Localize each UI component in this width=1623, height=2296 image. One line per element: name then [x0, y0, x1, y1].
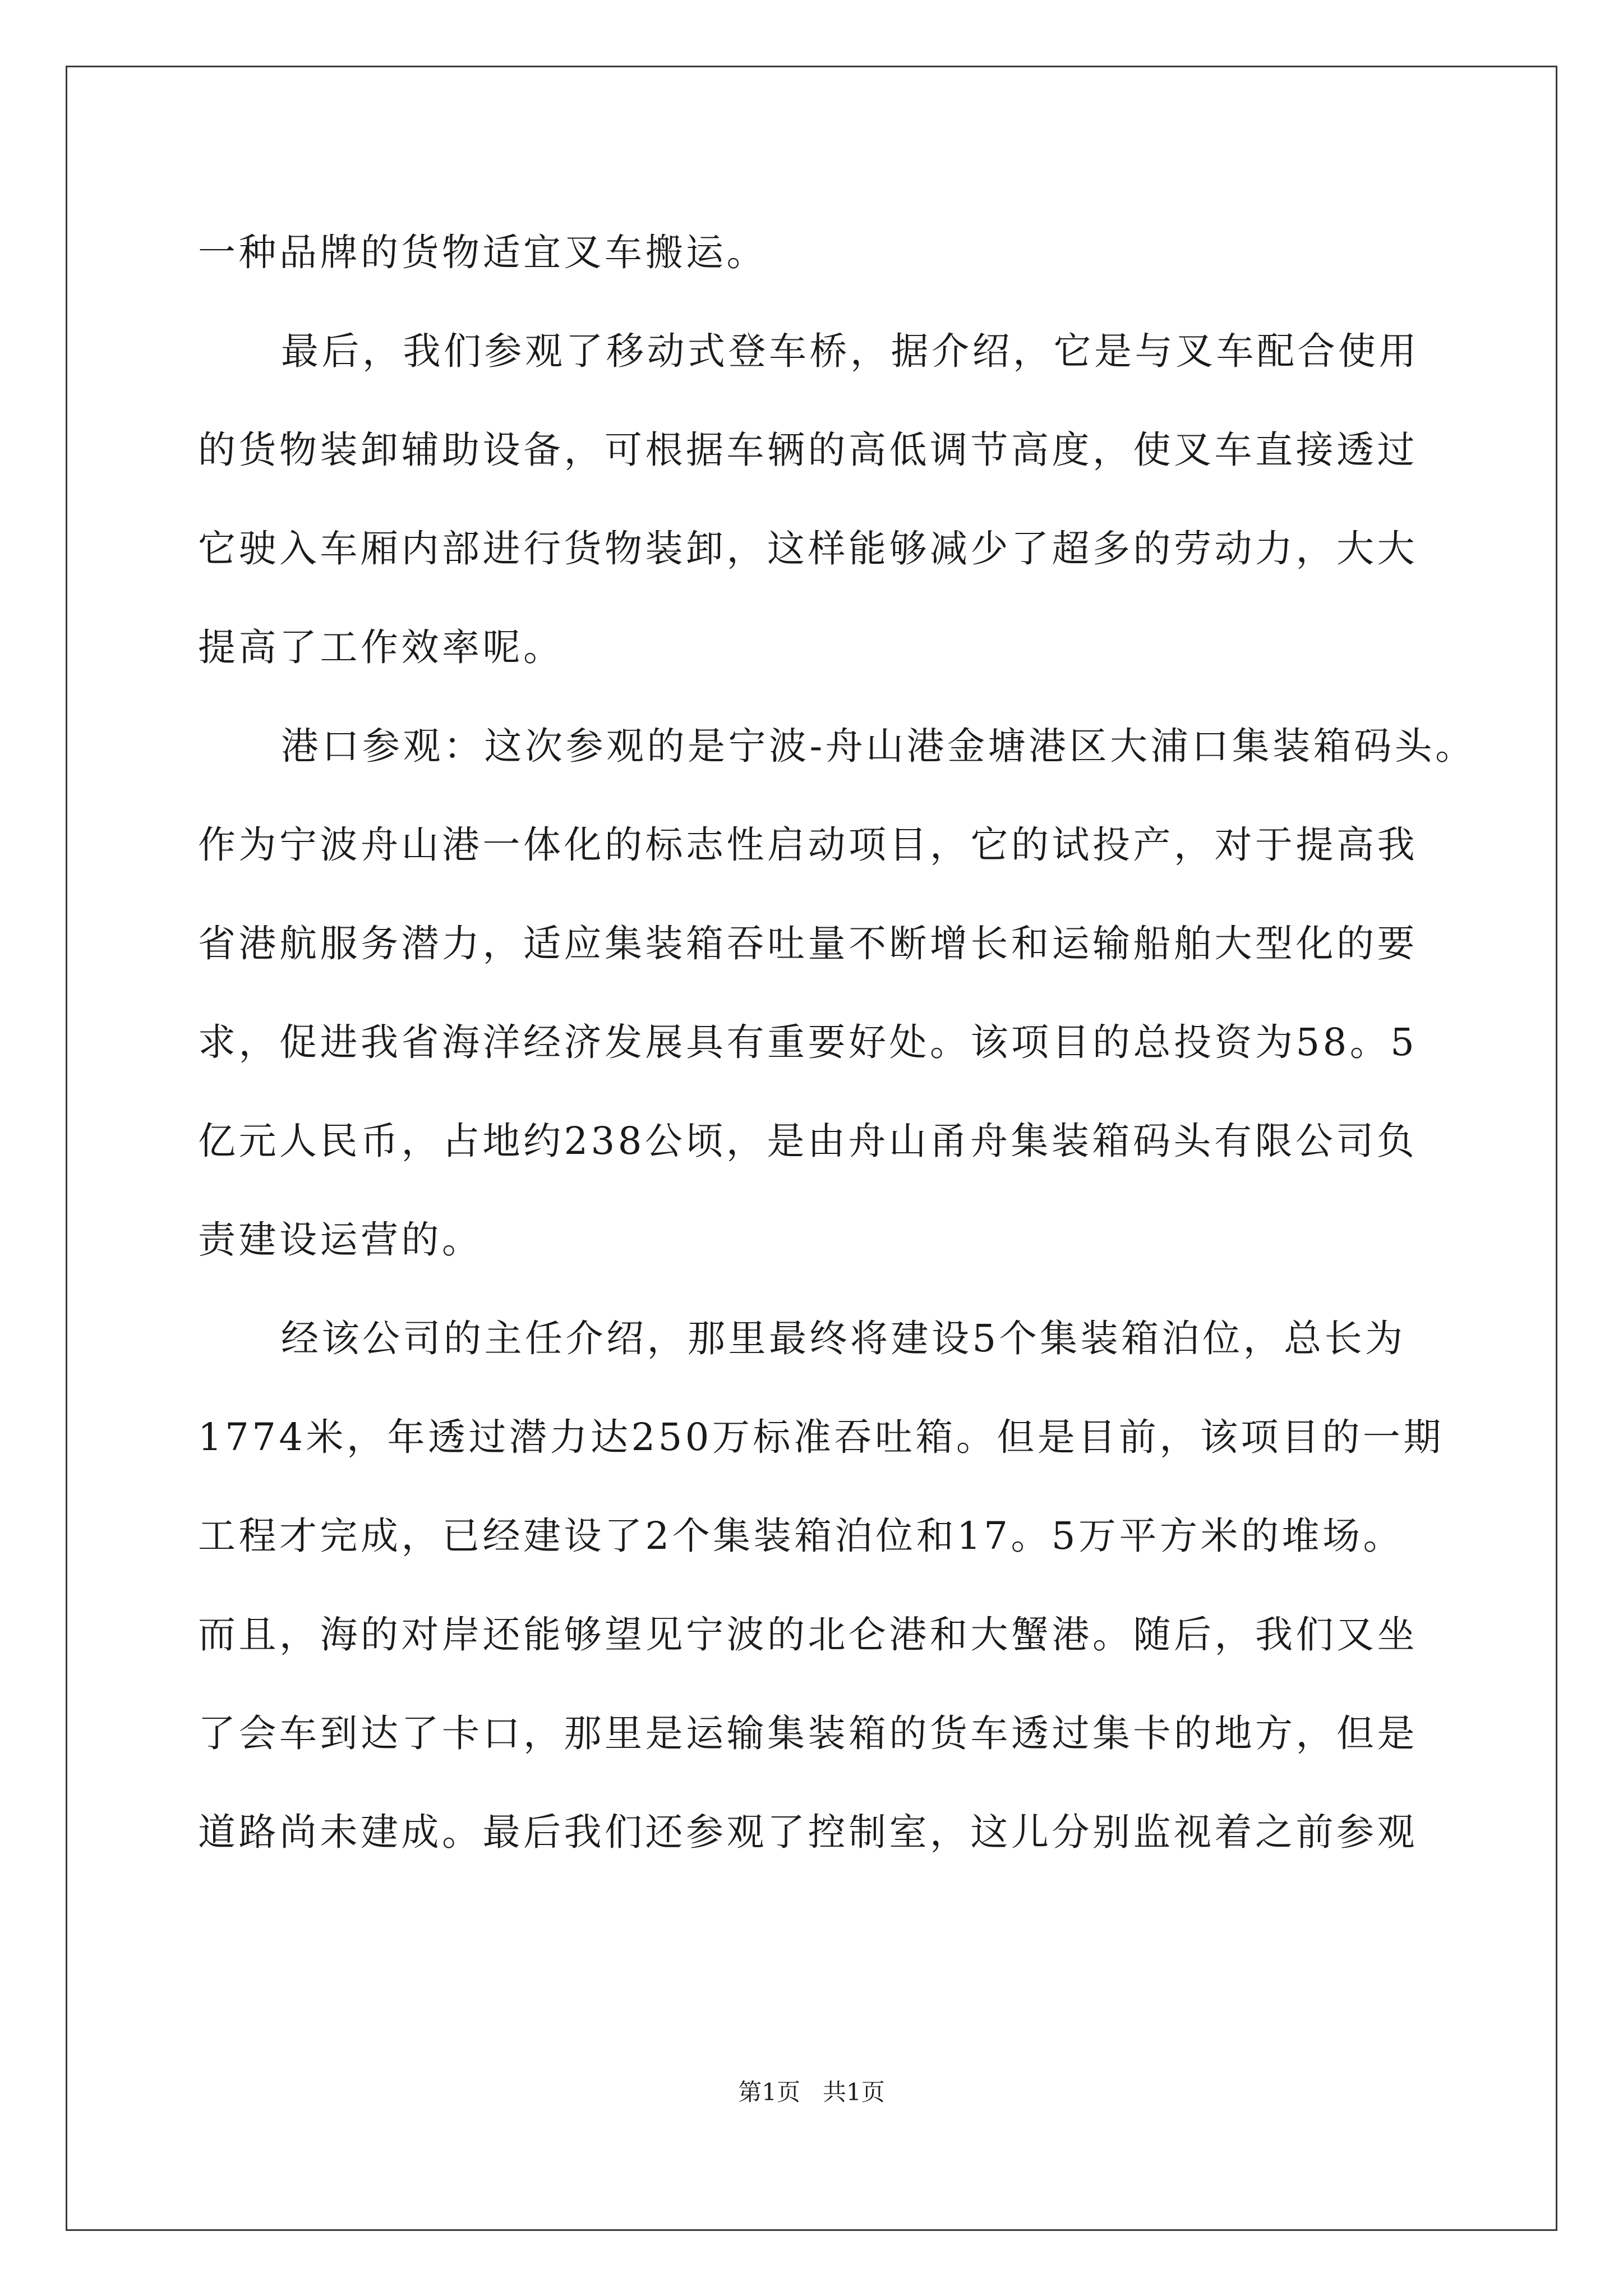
- text-line: 工程才完成，已经建设了2个集装箱泊位和17。5万平方米的堆场。: [198, 1514, 1404, 1558]
- document-body: [198, 203, 1476, 1881]
- page-number-footer: 第1页 共1页: [738, 2078, 885, 2106]
- text-line: 的货物装卸辅助设备，可根据车辆的高低调节高度，使叉车直接透过: [198, 428, 1418, 472]
- paragraph-first-line: 经该公司的主任介绍，那里最终将建设5个集装箱泊位，总长为: [281, 1317, 1406, 1360]
- text-line: 提高了工作效率呢。: [198, 625, 564, 669]
- text-line: 1774米，年透过潜力达250万标准吞吐箱。但是目前，该项目的一期: [198, 1415, 1444, 1459]
- paragraph-first-line: 港口参观：这次参观的是宁波-舟山港金塘港区大浦口集装箱码头。: [281, 724, 1476, 768]
- text-line: 求，促进我省海洋经济发展具有重要好处。该项目的总投资为58。5: [198, 1020, 1418, 1064]
- text-line: 省港航服务潜力，适应集装箱吞吐量不断增长和运输船舶大型化的要: [198, 922, 1418, 965]
- paragraph-first-line: 最后，我们参观了移动式登车桥，据介绍，它是与叉车配合使用: [281, 329, 1419, 373]
- text-line: 而且，海的对岸还能够望见宁波的北仑港和大蟹港。随后，我们又坐: [198, 1613, 1418, 1657]
- text-line: 亿元人民币，占地约238公顷，是由舟山甬舟集装箱码头有限公司负: [198, 1119, 1418, 1163]
- text-line: 它驶入车厢内部进行货物装卸，这样能够减少了超多的劳动力，大大: [198, 527, 1418, 570]
- text-line: 作为宁波舟山港一体化的标志性启动项目，它的试投产，对于提高我: [198, 823, 1418, 867]
- text-line: 道路尚未建成。最后我们还参观了控制室，这儿分别监视着之前参观: [198, 1810, 1418, 1854]
- text-line: 责建设运营的。: [198, 1218, 483, 1262]
- text-line: 一种品牌的货物适宜叉车搬运。: [198, 231, 767, 274]
- text-line: 了会车到达了卡口，那里是运输集装箱的货车透过集卡的地方，但是: [198, 1711, 1418, 1755]
